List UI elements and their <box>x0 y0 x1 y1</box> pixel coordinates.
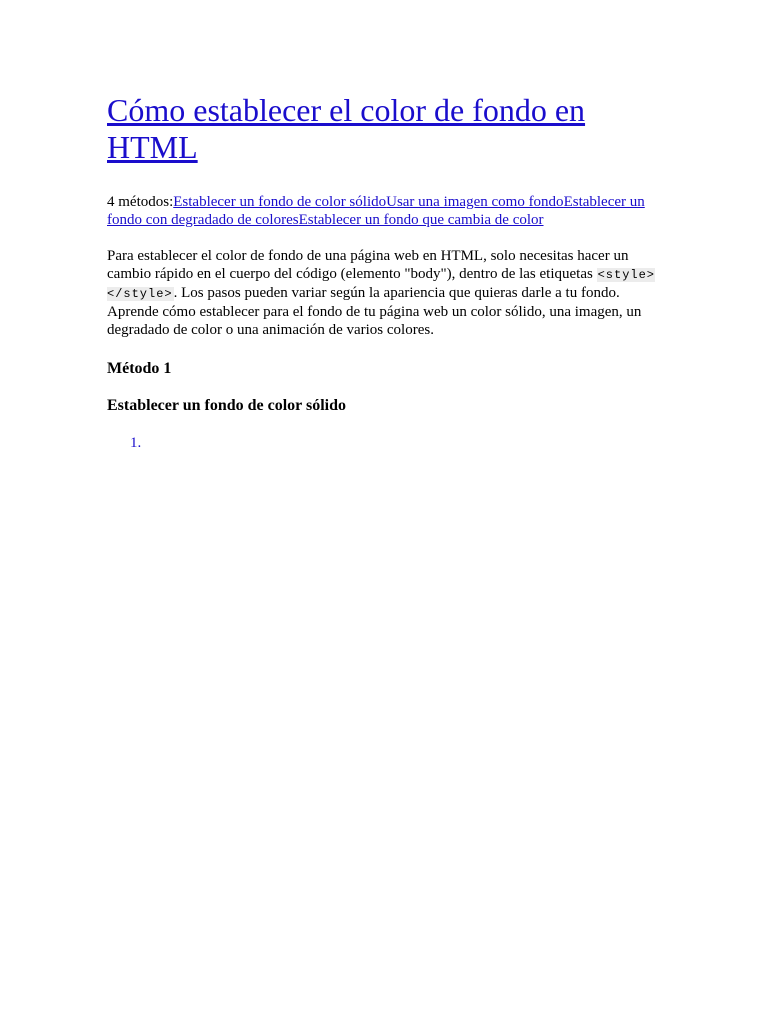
article <box>107 92 655 452</box>
page-title <box>107 92 655 166</box>
intro-paragraph <box>107 247 655 339</box>
intro-text-end: . Los pasos pueden variar según la apariencia que quieras darle a tu fondo. Aprende cómo establecer para el fondo de tu página web un color sólido, una imagen, un degradado de color o una animación de varios colores. <box>107 285 642 338</box>
style-tag-code: <style></style> <box>107 268 656 301</box>
steps-list <box>107 434 655 452</box>
intro-text-start: Para establecer el color de fondo de una página web en HTML, solo necesitas hacer un cambio rápido en el cuerpo del código (elemento "body"), dentro de las etiquetas <box>107 248 629 282</box>
title-link[interactable]: Cómo establecer el color de fondo en HTML <box>107 92 586 165</box>
method-link-changing-color[interactable]: Establecer un fondo que cambia de color <box>298 212 544 228</box>
method-label: Método 1 <box>107 360 172 377</box>
list-item-step-1: 1. <box>130 435 142 451</box>
method-link-image[interactable]: Usar una imagen como fondo <box>386 194 564 210</box>
methods-nav <box>107 193 655 229</box>
method-link-gradient[interactable]: Establecer un fondo con degradado de colores <box>107 194 645 228</box>
method-title: Establecer un fondo de color sólido <box>107 397 346 414</box>
methods-prefix: 4 métodos: <box>107 194 174 210</box>
method-link-solid-color[interactable]: Establecer un fondo de color sólido <box>173 194 387 210</box>
